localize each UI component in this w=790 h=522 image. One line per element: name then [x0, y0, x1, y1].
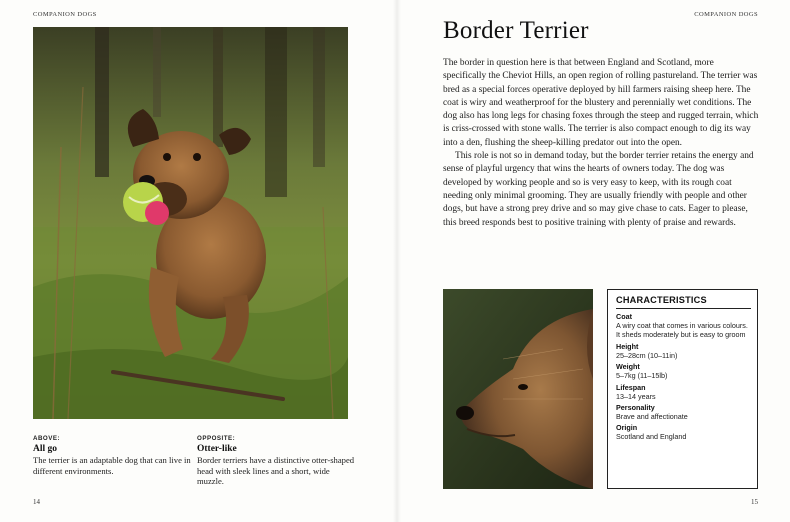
characteristic-label: Coat [616, 312, 632, 321]
characteristics-heading: CHARACTERISTICS [616, 295, 751, 309]
characteristic-weight [616, 362, 751, 380]
photo-terrier-profile [443, 289, 593, 489]
characteristic-personality [616, 403, 751, 421]
running-head-right: COMPANION DOGS [694, 11, 758, 18]
characteristic-origin [616, 423, 751, 441]
characteristic-value: Brave and affectionate [616, 412, 688, 422]
caption-above [33, 435, 193, 476]
caption-label: ABOVE: [33, 435, 61, 442]
article-body [443, 57, 759, 230]
characteristic-coat [616, 312, 751, 340]
characteristic-label: Personality [616, 403, 655, 413]
body-paragraph: This role is not so in demand today, but the border terrier retains the energy and sense of playful urgency that wins the hearts of owners today. The dog was developed by working people and so is very easy to keep, with its rough coat needing only minimal grooming. They are usually friendly with people and other dogs, but have a strong prey drive and so may give chase to cats. Eager to please, this breed responds best to positive training with plenty of praise and rewards. [443, 151, 754, 228]
running-head-left: COMPANION DOGS [33, 11, 97, 18]
characteristic-label: Weight [616, 362, 640, 372]
characteristic-lifespan [616, 383, 751, 401]
characteristic-value: 25–28cm (10–11in) [616, 350, 678, 360]
characteristics-box [607, 289, 758, 489]
page-number-right: 15 [751, 498, 758, 506]
caption-text: Border terriers have a distinctive otter-shaped head with sleek lines and a short, wide muzzle. [197, 455, 355, 487]
body-paragraph: The border in question here is that between England and Scotland, more specifically the Cheviot Hills, an open region of rolling pastureland. The terrier was bred as a special forces operative deployed by hill farmers raising sheep here. The coat is wiry and weatherproof for the blustery and perennially wet conditions. The dog also has long legs for chasing foxes through the steep and rugged terrain, which is criss-crossed with stone walls. The terrier is also compact enough to dig its way into a den, flushing the sheep-killing predator out into the open. [443, 58, 759, 148]
characteristic-label: Lifespan [616, 382, 646, 392]
page-title: Border Terrier [443, 17, 589, 44]
characteristic-value: Scotland and England [616, 432, 687, 442]
characteristic-value: A wiry coat that comes in various colours. It sheds moderately but is easy to groom [616, 321, 748, 340]
photo-running-terrier [33, 27, 348, 419]
caption-title: Otter-like [197, 444, 237, 454]
characteristic-label: Height [616, 341, 639, 351]
characteristic-label: Origin [616, 423, 638, 433]
caption-title: All go [33, 444, 58, 454]
page-number-left: 14 [33, 498, 40, 506]
characteristic-value: 5–7kg (11–15lb) [616, 371, 668, 381]
characteristic-value: 13–14 years [616, 391, 656, 401]
book-gutter [393, 0, 401, 522]
caption-opposite [197, 435, 357, 487]
caption-label: OPPOSITE: [197, 435, 236, 442]
characteristic-height [616, 342, 751, 360]
caption-text: The terrier is an adaptable dog that can live in different environments. [33, 455, 191, 476]
